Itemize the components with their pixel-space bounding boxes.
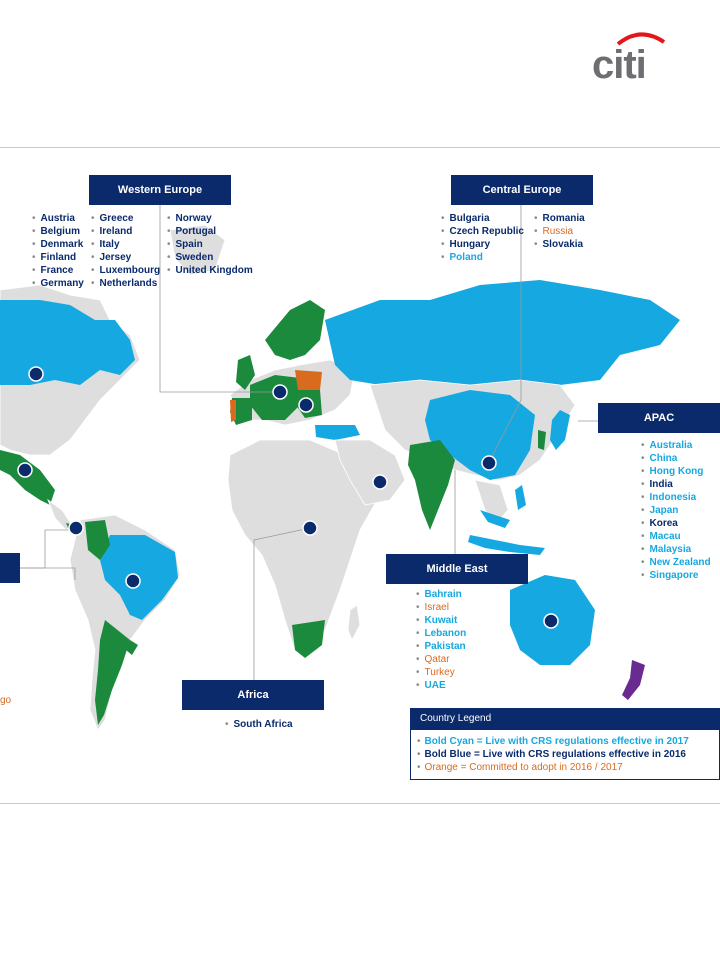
country-poland: • Poland [441, 251, 524, 264]
legend-row-blue: • Bold Blue = Live with CRS regulations effective in 2016 [417, 748, 719, 761]
country-india: • India [641, 478, 711, 491]
country-israel: • Israel [416, 601, 466, 614]
country-turkey: • Turkey [416, 666, 466, 679]
poland [295, 370, 322, 390]
country-norway: • Norway [167, 212, 253, 225]
country-germany: • Germany [32, 277, 84, 290]
country-pakistan: • Pakistan [416, 640, 466, 653]
legend-body [410, 730, 720, 780]
central-europe-list-col-2 [534, 212, 585, 251]
new-zealand [622, 660, 645, 700]
country-netherlands: • Netherlands [91, 277, 160, 290]
portugal [230, 400, 236, 422]
canada [0, 300, 135, 385]
country-romania: • Romania [534, 212, 585, 225]
country-finland: • Finland [32, 251, 84, 264]
marker-brazil [126, 574, 140, 588]
country-bulgaria: • Bulgaria [441, 212, 524, 225]
central-europe-list-col-1 [441, 212, 524, 264]
western-europe-list-col-3 [167, 212, 253, 277]
marker-canada [29, 367, 43, 381]
country-belgium: • Belgium [32, 225, 84, 238]
country-france: • France [32, 264, 84, 277]
country-china: • China [641, 452, 711, 465]
country-bahrain: • Bahrain [416, 588, 466, 601]
country-jersey: • Jersey [91, 251, 160, 264]
middle-east-list [416, 588, 466, 692]
marker-china [482, 456, 496, 470]
americas-header-cutoff [0, 553, 20, 583]
western-europe-list-col-2 [91, 212, 160, 290]
country-uae: • UAE [416, 679, 466, 692]
country-south-africa: • South Africa [225, 718, 293, 731]
marker-central-europe [299, 398, 313, 412]
country-kuwait: • Kuwait [416, 614, 466, 627]
western-europe-header: Western Europe [89, 175, 231, 205]
country-italy: • Italy [91, 238, 160, 251]
marker-middle-east [373, 475, 387, 489]
south-africa [292, 620, 325, 658]
africa-list [225, 718, 293, 731]
country-slovakia: • Slovakia [534, 238, 585, 251]
mexico [0, 450, 55, 505]
country-russia: • Russia [534, 225, 585, 238]
country-ireland: • Ireland [91, 225, 160, 238]
country-japan: • Japan [641, 504, 711, 517]
country-singapore: • Singapore [641, 569, 711, 582]
country-australia: • Australia [641, 439, 711, 452]
country-legend [410, 708, 720, 782]
cut-off-text: go [0, 695, 12, 706]
country-macau: • Macau [641, 530, 711, 543]
country-united-kingdom: • United Kingdom [167, 264, 253, 277]
country-spain: • Spain [167, 238, 253, 251]
marker-central-america [69, 521, 83, 535]
legend-row-cyan: • Bold Cyan = Live with CRS regulations effective in 2017 [417, 735, 719, 748]
scandinavia [265, 300, 325, 360]
svg-text:citi: citi [592, 43, 646, 82]
central-europe-header: Central Europe [451, 175, 593, 205]
western-europe-list-col-1 [32, 212, 84, 290]
country-sweden: • Sweden [167, 251, 253, 264]
country-korea: • Korea [641, 517, 711, 530]
middle-east-header: Middle East [386, 554, 528, 584]
marker-western-europe [273, 385, 287, 399]
marker-australia [544, 614, 558, 628]
country-denmark: • Denmark [32, 238, 84, 251]
citi-logo [588, 30, 668, 82]
legend-title: Country Legend [410, 708, 720, 730]
apac-list [641, 439, 711, 582]
country-austria: • Austria [32, 212, 84, 225]
country-czech-republic: • Czech Republic [441, 225, 524, 238]
country-hungary: • Hungary [441, 238, 524, 251]
apac-header: APAC [598, 403, 720, 433]
marker-africa [303, 521, 317, 535]
madagascar [348, 605, 360, 640]
turkey [315, 425, 360, 440]
country-portugal: • Portugal [167, 225, 253, 238]
philippines [515, 485, 526, 510]
legend-row-orange: • Orange = Committed to adopt in 2016 / 2017 [417, 761, 719, 774]
indonesia [468, 535, 545, 555]
country-hong-kong: • Hong Kong [641, 465, 711, 478]
country-greece: • Greece [91, 212, 160, 225]
country-qatar: • Qatar [416, 653, 466, 666]
country-new-zealand: • New Zealand [641, 556, 711, 569]
country-indonesia: • Indonesia [641, 491, 711, 504]
bottom-divider [0, 803, 720, 804]
marker-mexico [18, 463, 32, 477]
country-malaysia: • Malaysia [641, 543, 711, 556]
africa-header: Africa [182, 680, 324, 710]
russia [325, 280, 680, 385]
india [408, 440, 455, 530]
country-luxembourg: • Luxembourg [91, 264, 160, 277]
country-lebanon: • Lebanon [416, 627, 466, 640]
